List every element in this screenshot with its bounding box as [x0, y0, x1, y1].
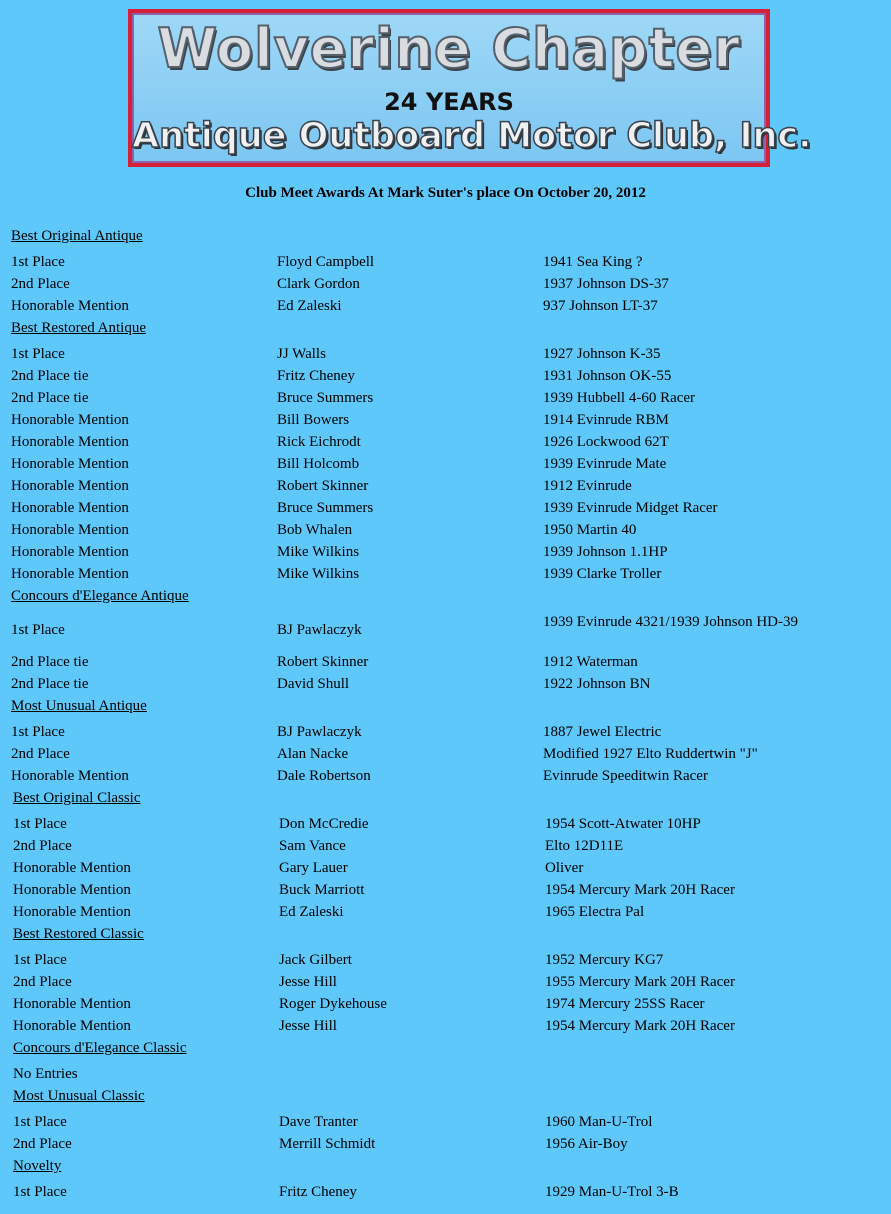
category-heading: Novelty [13, 1158, 62, 1174]
award-place: Honorable Mention [11, 768, 129, 784]
award-motor: 1939 Johnson 1.1HP [543, 544, 668, 560]
award-place: Honorable Mention [11, 500, 129, 516]
award-place: 1st Place [11, 254, 65, 270]
award-motor: 1914 Evinrude RBM [543, 412, 669, 428]
award-motor: 1955 Mercury Mark 20H Racer [545, 974, 735, 990]
banner-title: Wolverine Chapter [157, 17, 741, 80]
category-heading: Concours d'Elegance Classic [13, 1040, 187, 1056]
award-motor: 1965 Electra Pal [545, 904, 645, 920]
award-place: Honorable Mention [13, 1018, 131, 1034]
award-place: Honorable Mention [11, 412, 129, 428]
award-place: 2nd Place tie [11, 654, 89, 670]
award-motor: 1939 Hubbell 4-60 Racer [543, 390, 696, 406]
award-winner: JJ Walls [277, 346, 326, 362]
award-place: Honorable Mention [13, 996, 131, 1012]
award-winner: BJ Pawlaczyk [277, 724, 362, 740]
award-winner: Dave Tranter [279, 1114, 358, 1130]
award-motor: Elto 12D11E [545, 838, 624, 854]
award-place: 1st Place [11, 622, 65, 638]
award-motor: Modified 1927 Elto Ruddertwin "J" [543, 746, 758, 762]
award-motor: Evinrude Speeditwin Racer [543, 768, 708, 784]
award-place: 2nd Place tie [11, 368, 89, 384]
award-place: 2nd Place tie [11, 676, 89, 692]
chapter-banner [128, 9, 812, 167]
banner-subtitle: 24 YEARS [384, 88, 514, 116]
event-title: Club Meet Awards At Mark Suter's place On October 20, 2012 [245, 185, 646, 201]
award-place: Honorable Mention [11, 566, 129, 582]
award-place: 1st Place [13, 816, 67, 832]
award-place: 1st Place [11, 346, 65, 362]
award-motor: 1952 Mercury KG7 [545, 952, 664, 968]
award-place: Honorable Mention [11, 544, 129, 560]
award-place: Honorable Mention [11, 434, 129, 450]
award-winner: Mike Wilkins [277, 544, 360, 560]
award-place: Honorable Mention [13, 904, 131, 920]
award-motor: 1929 Man-U-Trol 3-B [545, 1184, 679, 1200]
category-heading: Concours d'Elegance Antique [11, 588, 189, 604]
award-motor: 1926 Lockwood 62T [543, 434, 669, 450]
category-heading: Best Original Classic [13, 790, 141, 806]
award-winner: Alan Nacke [277, 746, 349, 762]
award-winner: Bob Whalen [277, 522, 353, 538]
award-place: 2nd Place [13, 1136, 72, 1152]
award-place: Honorable Mention [11, 456, 129, 472]
award-place: Honorable Mention [11, 522, 129, 538]
award-winner: Sam Vance [279, 838, 346, 854]
award-motor: 1912 Waterman [543, 654, 638, 670]
award-place: 1st Place [13, 952, 67, 968]
award-winner: Dale Robertson [277, 768, 371, 784]
award-winner: Clark Gordon [277, 276, 360, 292]
award-winner: Buck Marriott [279, 882, 365, 898]
award-winner: Roger Dykehouse [279, 996, 387, 1012]
award-winner: BJ Pawlaczyk [277, 622, 362, 638]
category-heading: Best Restored Classic [13, 926, 144, 942]
award-motor: 1954 Scott-Atwater 10HP [545, 816, 701, 832]
award-place: 2nd Place tie [11, 390, 89, 406]
award-winner: Rick Eichrodt [277, 434, 361, 450]
award-motor: 1974 Mercury 25SS Racer [545, 996, 705, 1012]
award-motor: Oliver [545, 860, 584, 876]
award-motor: 1960 Man-U-Trol [545, 1114, 653, 1130]
award-place: 1st Place [13, 1114, 67, 1130]
award-motor: 1939 Evinrude Midget Racer [543, 500, 718, 516]
award-place: Honorable Mention [11, 478, 129, 494]
award-winner: Fritz Cheney [277, 368, 355, 384]
award-place: 2nd Place [13, 838, 72, 854]
award-place: 2nd Place [11, 746, 70, 762]
award-motor: 1939 Clarke Troller [543, 566, 662, 582]
award-winner: Floyd Campbell [277, 254, 375, 270]
award-place: 2nd Place [13, 974, 72, 990]
award-winner: Robert Skinner [277, 654, 369, 670]
award-motor: 1931 Johnson OK-55 [543, 368, 672, 384]
award-winner: Ed Zaleski [277, 298, 342, 314]
category-heading: Best Original Antique [11, 228, 143, 244]
award-place: Honorable Mention [11, 298, 129, 314]
award-winner: Mike Wilkins [277, 566, 360, 582]
award-motor: 1912 Evinrude [543, 478, 632, 494]
category-heading: Best Restored Antique [11, 320, 146, 336]
award-winner: Fritz Cheney [279, 1184, 357, 1200]
award-place: Honorable Mention [13, 882, 131, 898]
award-winner: Bruce Summers [277, 500, 374, 516]
award-motor: 1939 Evinrude 4321/1939 Johnson HD-39 [543, 614, 798, 630]
award-motor: 1954 Mercury Mark 20H Racer [545, 882, 735, 898]
award-place: 1st Place [11, 724, 65, 740]
award-motor: 1941 Sea King ? [543, 254, 643, 270]
award-motor: 1939 Evinrude Mate [543, 456, 667, 472]
award-place: No Entries [13, 1066, 78, 1082]
award-winner: Robert Skinner [277, 478, 369, 494]
award-winner: Jesse Hill [279, 974, 337, 990]
award-place: 1st Place [13, 1184, 67, 1200]
award-winner: Jack Gilbert [279, 952, 352, 968]
award-winner: Gary Lauer [279, 860, 348, 876]
award-motor: 1956 Air-Boy [545, 1136, 628, 1152]
category-heading: Most Unusual Classic [13, 1088, 145, 1104]
category-heading: Most Unusual Antique [11, 698, 147, 714]
award-motor: 1922 Johnson BN [543, 676, 651, 692]
award-motor: 1887 Jewel Electric [543, 724, 662, 740]
award-motor: 937 Johnson LT-37 [543, 298, 658, 314]
award-winner: Bruce Summers [277, 390, 374, 406]
award-place: Honorable Mention [13, 860, 131, 876]
award-winner: Bill Holcomb [277, 456, 360, 472]
award-winner: Bill Bowers [277, 412, 350, 428]
award-motor: 1937 Johnson DS-37 [543, 276, 669, 292]
award-motor: 1927 Johnson K-35 [543, 346, 661, 362]
award-winner: Merrill Schmidt [279, 1136, 376, 1152]
award-motor: 1954 Mercury Mark 20H Racer [545, 1018, 735, 1034]
award-winner: Ed Zaleski [279, 904, 344, 920]
award-winner: Don McCredie [279, 816, 369, 832]
award-motor: 1950 Martin 40 [543, 522, 637, 538]
award-winner: David Shull [277, 676, 350, 692]
banner-club-name: Antique Outboard Motor Club, Inc. [132, 116, 812, 156]
award-place: 2nd Place [11, 276, 70, 292]
award-winner: Jesse Hill [279, 1018, 337, 1034]
